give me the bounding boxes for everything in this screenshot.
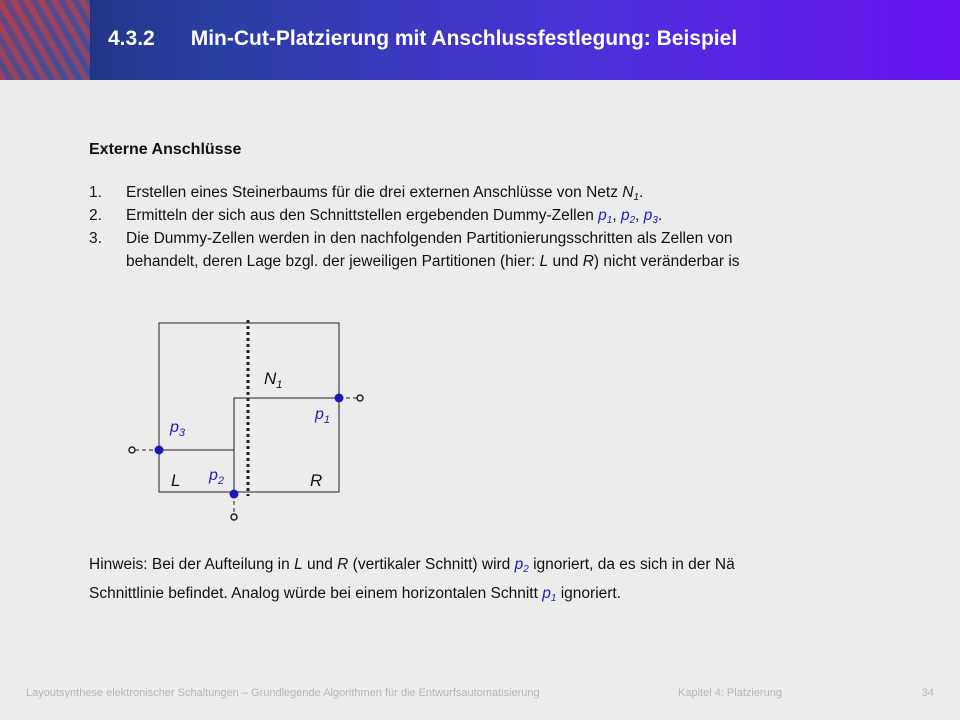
- list-number: 2.: [89, 207, 102, 224]
- list-text: Die Dummy-Zellen werden in den nachfolgenden Partitionierungsschritten als Zellen von: [126, 230, 733, 247]
- external-pin: [357, 395, 363, 401]
- title-text: Min-Cut-Platzierung mit Anschlussfestlegung: Beispiel: [190, 27, 738, 50]
- dummy-cell-p1: [335, 394, 344, 403]
- list-number: 1.: [89, 184, 102, 201]
- dummy-cell-p3: [155, 446, 164, 455]
- p2-symbol: $p_2$: [514, 556, 529, 575]
- p1-symbol: $p_1$: [542, 585, 557, 604]
- section-number: 4.3.2: [108, 27, 155, 50]
- list-item-continuation: [89, 253, 854, 276]
- p1-symbol: $p_1$: [598, 207, 613, 226]
- list-item: [89, 230, 854, 253]
- section-heading: Externe Anschlüsse: [89, 141, 242, 158]
- p1-label: $p_1$: [315, 406, 331, 426]
- page-number: 34: [921, 687, 934, 699]
- right-partition-label: R: [310, 471, 323, 490]
- dummy-cell-p2: [230, 490, 239, 499]
- logo-image: [0, 0, 90, 80]
- left-partition-label: L: [171, 471, 181, 490]
- p3-label: $p_3$: [170, 419, 186, 439]
- partition-diagram: [120, 310, 380, 530]
- title-bar: [0, 0, 960, 80]
- footer-chapter: Kapitel 4: Platzierung: [678, 687, 782, 699]
- hint-line: Schnittlinie befindet. Analog würde bei einem horizontalen Schnitt $p_1$ ignoriert.: [89, 585, 622, 604]
- net-symbol: $N_1$: [622, 184, 640, 203]
- hint-line: Hinweis: Bei der Aufteilung in L und R (vertikaler Schnitt) wird $p_2$ ignoriert, da es sich in der Nä: [89, 556, 735, 575]
- p2-label: $p_2$: [209, 467, 225, 487]
- list-text: Erstellen eines Steinerbaums für die drei externen Anschlüsse von Netz $N_1$.: [126, 184, 644, 203]
- list-number: 3.: [89, 230, 102, 247]
- steps-list: [89, 184, 854, 276]
- slide-title: [108, 27, 737, 51]
- p2-symbol: $p_2$: [620, 207, 636, 226]
- list-item: [89, 184, 854, 207]
- external-pin: [129, 447, 135, 453]
- external-pin: [231, 514, 237, 520]
- list-item: [89, 207, 854, 230]
- net-label: $N_1$: [264, 369, 283, 391]
- footer-course: Layoutsynthese elektronischer Schaltungen – Grundlegende Algorithmen für die Entwurfsautomatisierung: [26, 687, 540, 699]
- list-text: behandelt, deren Lage bzgl. der jeweiligen Partitionen (hier: L und R) nicht veränderbar is: [126, 253, 740, 270]
- p3-symbol: $p_3$: [643, 207, 658, 226]
- hint-text: [89, 553, 854, 611]
- list-text: Ermitteln der sich aus den Schnittstellen ergebenden Dummy-Zellen $p_1$, $p_2$, $p_3$.: [126, 207, 663, 226]
